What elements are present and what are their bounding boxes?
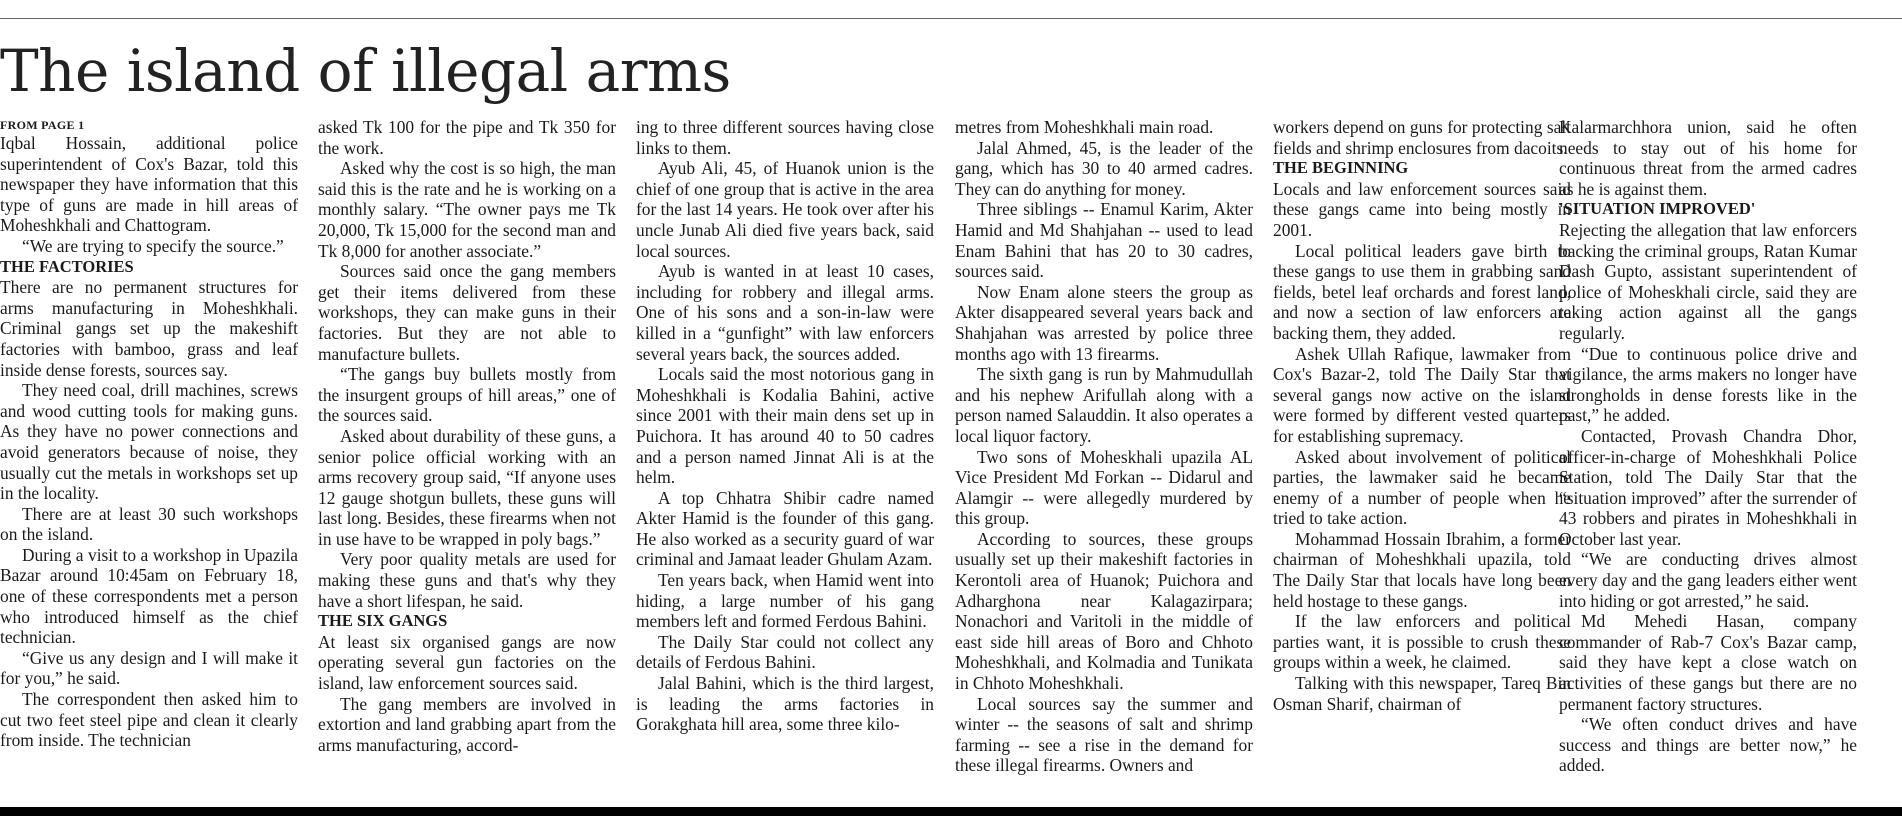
paragraph: Kalarmarchhora union, said he often needs to stay out of his home for continuous threat from the armed cadres as he is against them. [1559, 117, 1857, 199]
subheading: 'SITUATION IMPROVED' [1559, 199, 1756, 219]
paragraph: Jalal Bahini, which is the third largest, is leading the arms factories in Gorakghata hill area, some three kilo- [636, 673, 934, 735]
paragraph: There are no permanent structures for arms manufacturing in Moheshkhali. Criminal gangs set up the makeshift factories with bamboo, grass and leaf inside dense forests, sources say. [0, 277, 298, 380]
article-column-1 [0, 117, 298, 807]
paragraph: Talking with this newspaper, Tareq Bin Osman Sharif, chairman of [1273, 673, 1571, 714]
paragraph: workers depend on guns for protecting salt fields and shrimp enclosures from dacoits. [1273, 117, 1571, 158]
paragraph: They need coal, drill machines, screws and wood cutting tools for making guns. As they have no power connections and avoid generators because of noise, they usually cut the metals in workshops set up in the locality. [0, 380, 298, 504]
paragraph: At least six organised gangs are now operating several gun factories on the island, law enforcement sources said. [318, 631, 616, 694]
subheading: THE BEGINNING [1273, 158, 1409, 178]
top-rule [0, 18, 1902, 19]
paragraph: Three siblings -- Enamul Karim, Akter Hamid and Md Shahjahan -- used to lead Enam Bahini that has 20 to 30 cadres, sources said. [955, 199, 1253, 282]
paragraph: metres from Moheshkhali main road. [955, 117, 1214, 137]
paragraph: The Daily Star could not collect any details of Ferdous Bahini. [636, 631, 934, 673]
paragraph: Ashek Ullah Rafique, lawmaker from Cox's Bazar-2, told The Daily Star that several gangs now active on the island were formed by different vested quarters for establishing supremacy. [1273, 343, 1571, 446]
paragraph: Contacted, Provash Chandra Dhor, officer-in-charge of Moheshkhali Police Station, told The Daily Star that the “situation improved” after the surrender of 43 robbers and pirates in Moheshkhali in October last year. [1559, 425, 1857, 549]
article-column-6 [1559, 117, 1857, 807]
paragraph: Asked why the cost is so high, the man said this is the rate and he is working on a monthly salary. “The owner pays me Tk 20,000, Tk 15,000 for the second man and Tk 8,000 for another associate.” [318, 158, 616, 261]
paragraph: Locals said the most notorious gang in Moheshkhali is Kodalia Bahini, active since 2001 with their main dens set up in Puichora. It has around 40 to 50 cadres and a person named Jinnat Ali is at the helm. [636, 364, 934, 488]
paragraph: Ayub is wanted in at least 10 cases, including for robbery and illegal arms. One of his sons and a son-in-law were killed in a “gunfight” with law enforcers several years back, the sources added. [636, 261, 934, 364]
paragraph: Iqbal Hossain, additional police superintendent of Cox's Bazar, told this newspaper they have information that this type of guns are made in hill areas of Moheshkhali and Chattogram. [0, 133, 298, 236]
paragraph: Ayub Ali, 45, of Huanok union is the chief of one group that is active in the area for the last 14 years. He took over after his uncle Junab Ali died five years back, said local sources. [636, 158, 934, 261]
paragraph: “The gangs buy bullets mostly from the insurgent groups of hill areas,” one of the sources said. [318, 364, 616, 426]
paragraph: Rejecting the allegation that law enforcers backing the criminal groups, Ratan Kumar Dash Gupto, assistant superintendent of police of Moheskhali circle, said they are taking action against all the gangs regularly. [1559, 219, 1857, 343]
paragraph: According to sources, these groups usually set up their makeshift factories in Kerontoli area of Huanok; Puichora and Adharghona near Kalagazirpara; Nonachori and Varitoli in the middle of east side hill areas of Boro and Chhoto Moheshkhali, and Kolmadia and Tunikata in Chhoto Moheshkhali. [955, 528, 1253, 694]
paragraph: A top Chhatra Shibir cadre named Akter Hamid is the founder of this gang. He also worked as a security guard of war criminal and Jamaat leader Ghulam Azam. [636, 487, 934, 570]
paragraph: Mohammad Hossain Ibrahim, a former chairman of Moheshkhali upazila, told The Daily Star that locals have long been held hostage to these gangs. [1273, 528, 1571, 611]
paragraph: Local sources say the summer and winter -- the seasons of salt and shrimp farming -- see a rise in the demand for these illegal firearms. Owners and [955, 693, 1253, 776]
subheading: THE SIX GANGS [318, 611, 448, 631]
paragraph: There are at least 30 such workshops on the island. [0, 503, 298, 545]
paragraph: The correspondent then asked him to cut two feet steel pipe and clean it clearly from inside. The technician [0, 689, 298, 751]
paragraph: Jalal Ahmed, 45, is the leader of the gang, which has 30 to 40 armed cadres. They can do anything for money. [955, 137, 1253, 199]
paragraph: If the law enforcers and political parties want, it is possible to crush these groups within a week, he claimed. [1273, 611, 1571, 673]
article-column-4 [955, 117, 1253, 807]
paragraph: “We often conduct drives and have success and things are better now,” he added. [1559, 714, 1857, 776]
paragraph: Ten years back, when Hamid went into hiding, a large number of his gang members left and formed Ferdous Bahini. [636, 570, 934, 632]
kicker-from-page: FROM PAGE 1 [0, 118, 85, 132]
page-bottom-bar [0, 807, 1902, 816]
paragraph: Sources said once the gang members get their items delivered from these workshops, they can make guns in their factories. But they are not able to manufacture bullets. [318, 261, 616, 364]
paragraph: The sixth gang is run by Mahmudullah and his nephew Arifullah along with a person named Salauddin. It also operates a local liquor factory. [955, 364, 1253, 446]
paragraph: “We are trying to specify the source.” [22, 235, 284, 256]
paragraph: “Due to continuous police drive and vigilance, the arms makers no longer have strongholds in dense forests like in the past,” he added. [1559, 343, 1857, 426]
headline: The island of illegal arms [0, 37, 731, 105]
paragraph: Asked about involvement of political parties, the lawmaker said he became enemy of a number of people when he tried to take action. [1273, 446, 1571, 529]
article-column-5 [1273, 117, 1571, 807]
subheading: THE FACTORIES [0, 256, 134, 276]
paragraph: “Give us any design and I will make it for you,” he said. [0, 647, 298, 689]
paragraph: Md Mehedi Hasan, company commander of Rab-7 Cox's Bazar camp, said they have kept a close watch on activities of these gangs but there are no permanent factory structures. [1559, 611, 1857, 714]
paragraph: Now Enam alone steers the group as Akter disappeared several years back and Shahjahan was arrested by police three months ago with 13 firearms. [955, 281, 1253, 364]
paragraph: During a visit to a workshop in Upazila Bazar around 10:45am on February 18, one of these correspondents met a person who introduced himself as the chief technician. [0, 544, 298, 648]
paragraph: Locals and law enforcement sources said these gangs came into being mostly in 2001. [1273, 178, 1571, 240]
paragraph: Asked about durability of these guns, a senior police official working with an arms recovery group said, “If anyone uses 12 gauge shotgun bullets, these guns will last long. Besides, these firearms when not in use have to be wrapped in poly bags.” [318, 425, 616, 549]
paragraph: ing to three different sources having close links to them. [636, 117, 934, 158]
article-column-2 [318, 117, 616, 807]
paragraph: Two sons of Moheskhali upazila AL Vice President Md Forkan -- Didarul and Alamgir -- were allegedly murdered by this group. [955, 446, 1253, 529]
paragraph: asked Tk 100 for the pipe and Tk 350 for the work. [318, 117, 616, 158]
paragraph: “We are conducting drives almost every day and the gang leaders either went into hiding or got arrested,” he said. [1559, 549, 1857, 611]
paragraph: Local political leaders gave birth to these gangs to use them in grabbing sand fields, betel leaf orchards and forest land, and now a section of law enforcers are backing them, they added. [1273, 240, 1571, 343]
paragraph: Very poor quality metals are used for making these guns and that's why they have a short lifespan, he said. [318, 549, 616, 611]
paragraph: The gang members are involved in extortion and land grabbing apart from the arms manufacturing, accord- [318, 693, 616, 755]
article-column-3 [636, 117, 934, 807]
